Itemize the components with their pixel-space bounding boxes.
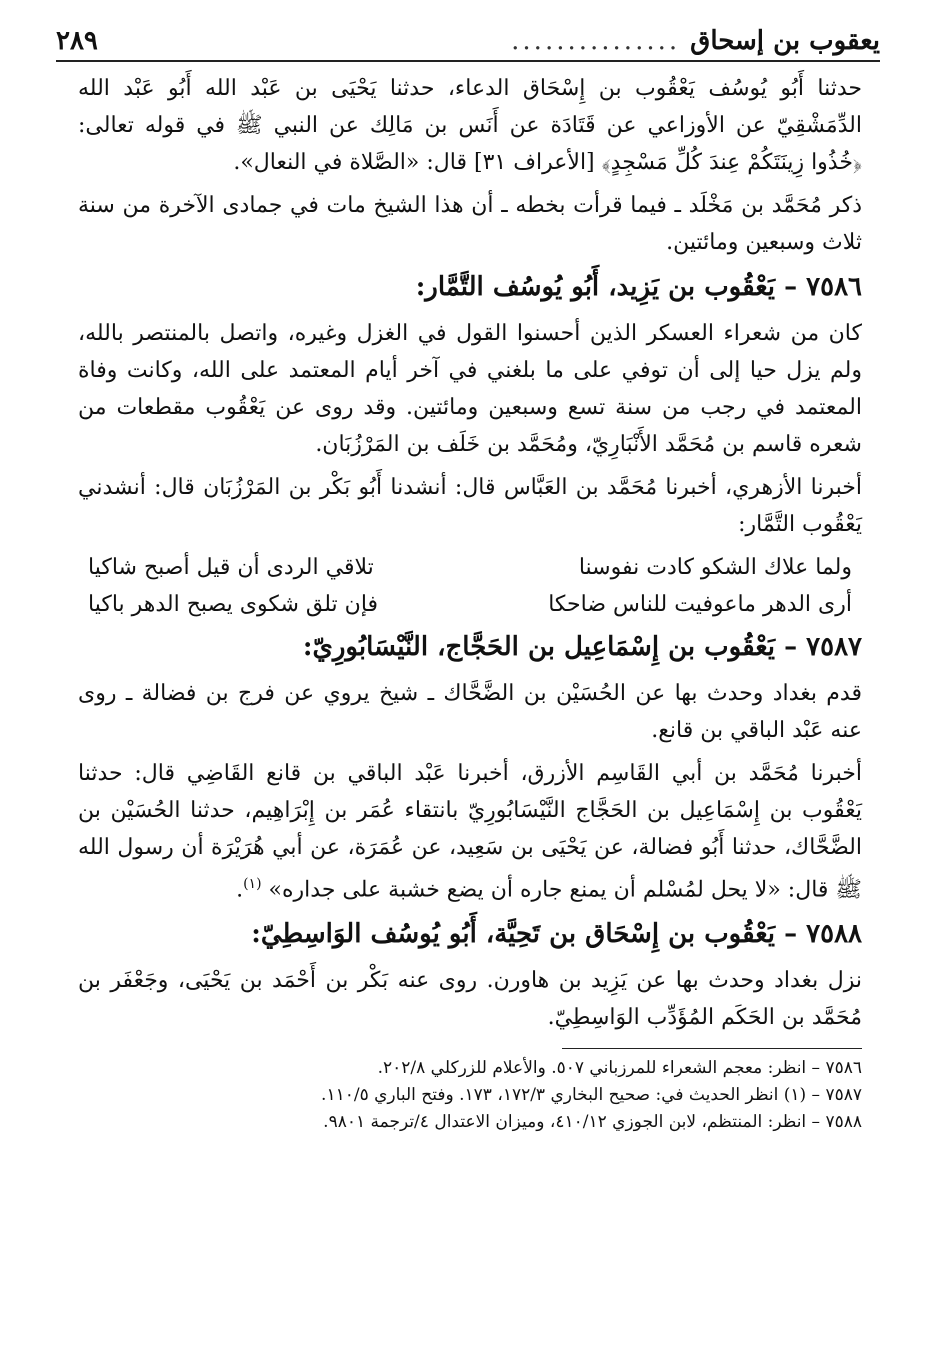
poem-verses xyxy=(88,549,852,623)
paragraph-death-note: ذكر مُحَمَّد بن مَخْلَد ـ فيما قرأت بخطه ـ أن هذا الشيخ مات في جمادى الآخرة من سنة ثلاث وسبعين ومائتين. xyxy=(78,193,862,255)
footnote-divider xyxy=(562,1048,862,1049)
paragraph-7587-bio: قدم بغداد وحدث بها عن الحُسَيْن بن الضَّحَّاك ـ شيخ يروي عن فرج بن فضالة ـ روى عنه عَبْد الباقي بن قانع. xyxy=(78,681,862,743)
paragraph-7586-isnad: أخبرنا الأزهري، أخبرنا مُحَمَّد بن العَبَّاس قال: أنشدنا أَبُو بَكْر بن المَرْزُبَان قال: أنشدني يَعْقُوب التَّمَّار: xyxy=(78,475,862,537)
paragraph-7587-hadith: أخبرنا مُحَمَّد بن أبي القَاسِم الأزرق، أخبرنا عَبْد الباقي بن قانع القَاضِي قال: حدثنا يَعْقُوب بن إِسْمَاعِيل بن الحَجَّاج النَّيْسَابُورِيّ بانتقاء عُمَر بن إِبْرَاهِيم، حدثنا الحُسَيْن بن الضَّحَّاك، حدثنا أَبُو فضالة، عن يَحْيَى بن سَعِيد، عن عُمَرَة، عن أبي هُرَيْرَة أن رسول الله ﷺ قال: «لا يحل لمُسْلم أن يمنع جاره أن يضع خشبة على جداره» $^{(١)}$. xyxy=(78,761,862,903)
footnote-7587: ٧٥٨٧ – (١) انظر الحديث في: صحيح البخاري ١٧٢/٣، ١٧٣. وفتح الباري ١١٠/٥. xyxy=(321,1085,862,1106)
entry-heading-7586: ٧٥٨٦ – يَعْقُوب بن يَزِيد، أَبُو يُوسُف التَّمَّار: xyxy=(415,272,862,302)
footnote-7588: ٧٥٨٨ – انظر: المنتظم، لابن الجوزي ٤١٠/١٢، وميزان الاعتدال ٤/ترجمة ٩٨٠١. xyxy=(323,1112,862,1133)
footnote-reference: (١) xyxy=(243,876,262,892)
verse-1-first-hemistich: ولما علاك الشكو كادت نفوسنا xyxy=(578,555,852,580)
leader-dots: ............... xyxy=(511,26,681,56)
paragraph-7586-bio: كان من شعراء العسكر الذين أحسنوا القول في الغزل وغيره، واتصل بالمنتصر بالله، ولم يزل حيا إلى أن توفي على ما بلغني في آخر أيام المعتمد على الله، وكانت وفاة المعتمد في رجب من سنة تسع وسبعين ومائتين. وقد روى عن يَعْقُوب مقطعات من شعره قاسم بن مُحَمَّد الأَنْبَارِيّ، ومُحَمَّد بن خَلَف بن المَرْزُبَان. xyxy=(78,321,862,457)
paragraph-7587-hadith-text: أخبرنا مُحَمَّد بن أبي القَاسِم الأزرق، أخبرنا عَبْد الباقي بن قانع القَاضِي قال: حدثنا يَعْقُوب بن إِسْمَاعِيل بن الحَجَّاج النَّيْسَابُورِيّ بانتقاء عُمَر بن إِبْرَاهِيم، حدثنا الحُسَيْن بن الضَّحَّاك، حدثنا أَبُو فضالة، عن يَحْيَى بن سَعِيد، عن عُمَرَة، عن أبي هُرَيْرَة أن رسول الله ﷺ قال: «لا يحل لمُسْلم أن يمنع جاره أن يضع خشبة على جداره» xyxy=(78,761,862,903)
running-title: يعقوب بن إسحاق xyxy=(690,26,880,56)
verse-2-first-hemistich: أرى الدهر ماعوفيت للناس ضاحكا xyxy=(548,592,852,617)
verse-2-second-hemistich: فإن تلق شكوى يصبح الدهر باكيا xyxy=(88,592,379,617)
entry-heading-7588: ٧٥٨٨ – يَعْقُوب بن إِسْحَاق بن تَحِيَّة، أَبُو يُوسُف الوَاسِطِيّ: xyxy=(251,919,862,950)
paragraph-hadith-intro: حدثنا أَبُو يُوسُف يَعْقُوب بن إِسْحَاق الدعاء، حدثنا يَحْيَى بن عَبْد الله أَبُو عَبْد الله الدِّمَشْقِيّ عن الأوزاعي عن قَتَادَة عن أَنَس بن مَالِك عن النبي ﷺ في قوله تعالى: ﴿خُذُوا زِينَتَكُمْ عِندَ كُلِّ مَسْجِدٍ﴾ [الأعراف ٣١] قال: «الصَّلاة في النعال». xyxy=(78,76,862,175)
page-number: ٢٨٩ xyxy=(56,26,98,56)
verse-1-second-hemistich: تلاقي الردى أن قيل أصبح شاكيا xyxy=(88,555,374,580)
paragraph-7588-bio: نزل بغداد وحدث بها عن يَزِيد بن هاورن. روى عنه بَكْر بن أَحْمَد بن يَحْيَى، وجَعْفَر بن مُحَمَّد بن الحَكَم المُؤَدِّب الوَاسِطِيّ. xyxy=(78,968,862,1031)
footnote-7586: ٧٥٨٦ – انظر: معجم الشعراء للمرزباني ٥٠٧. والأعلام للزركلي ٢٠٢/٨. xyxy=(377,1058,862,1079)
running-header xyxy=(56,26,880,62)
entry-heading-7587: ٧٥٨٧ – يَعْقُوب بن إِسْمَاعِيل بن الحَجَّاج، النَّيْسَابُورِيّ: xyxy=(302,632,862,662)
